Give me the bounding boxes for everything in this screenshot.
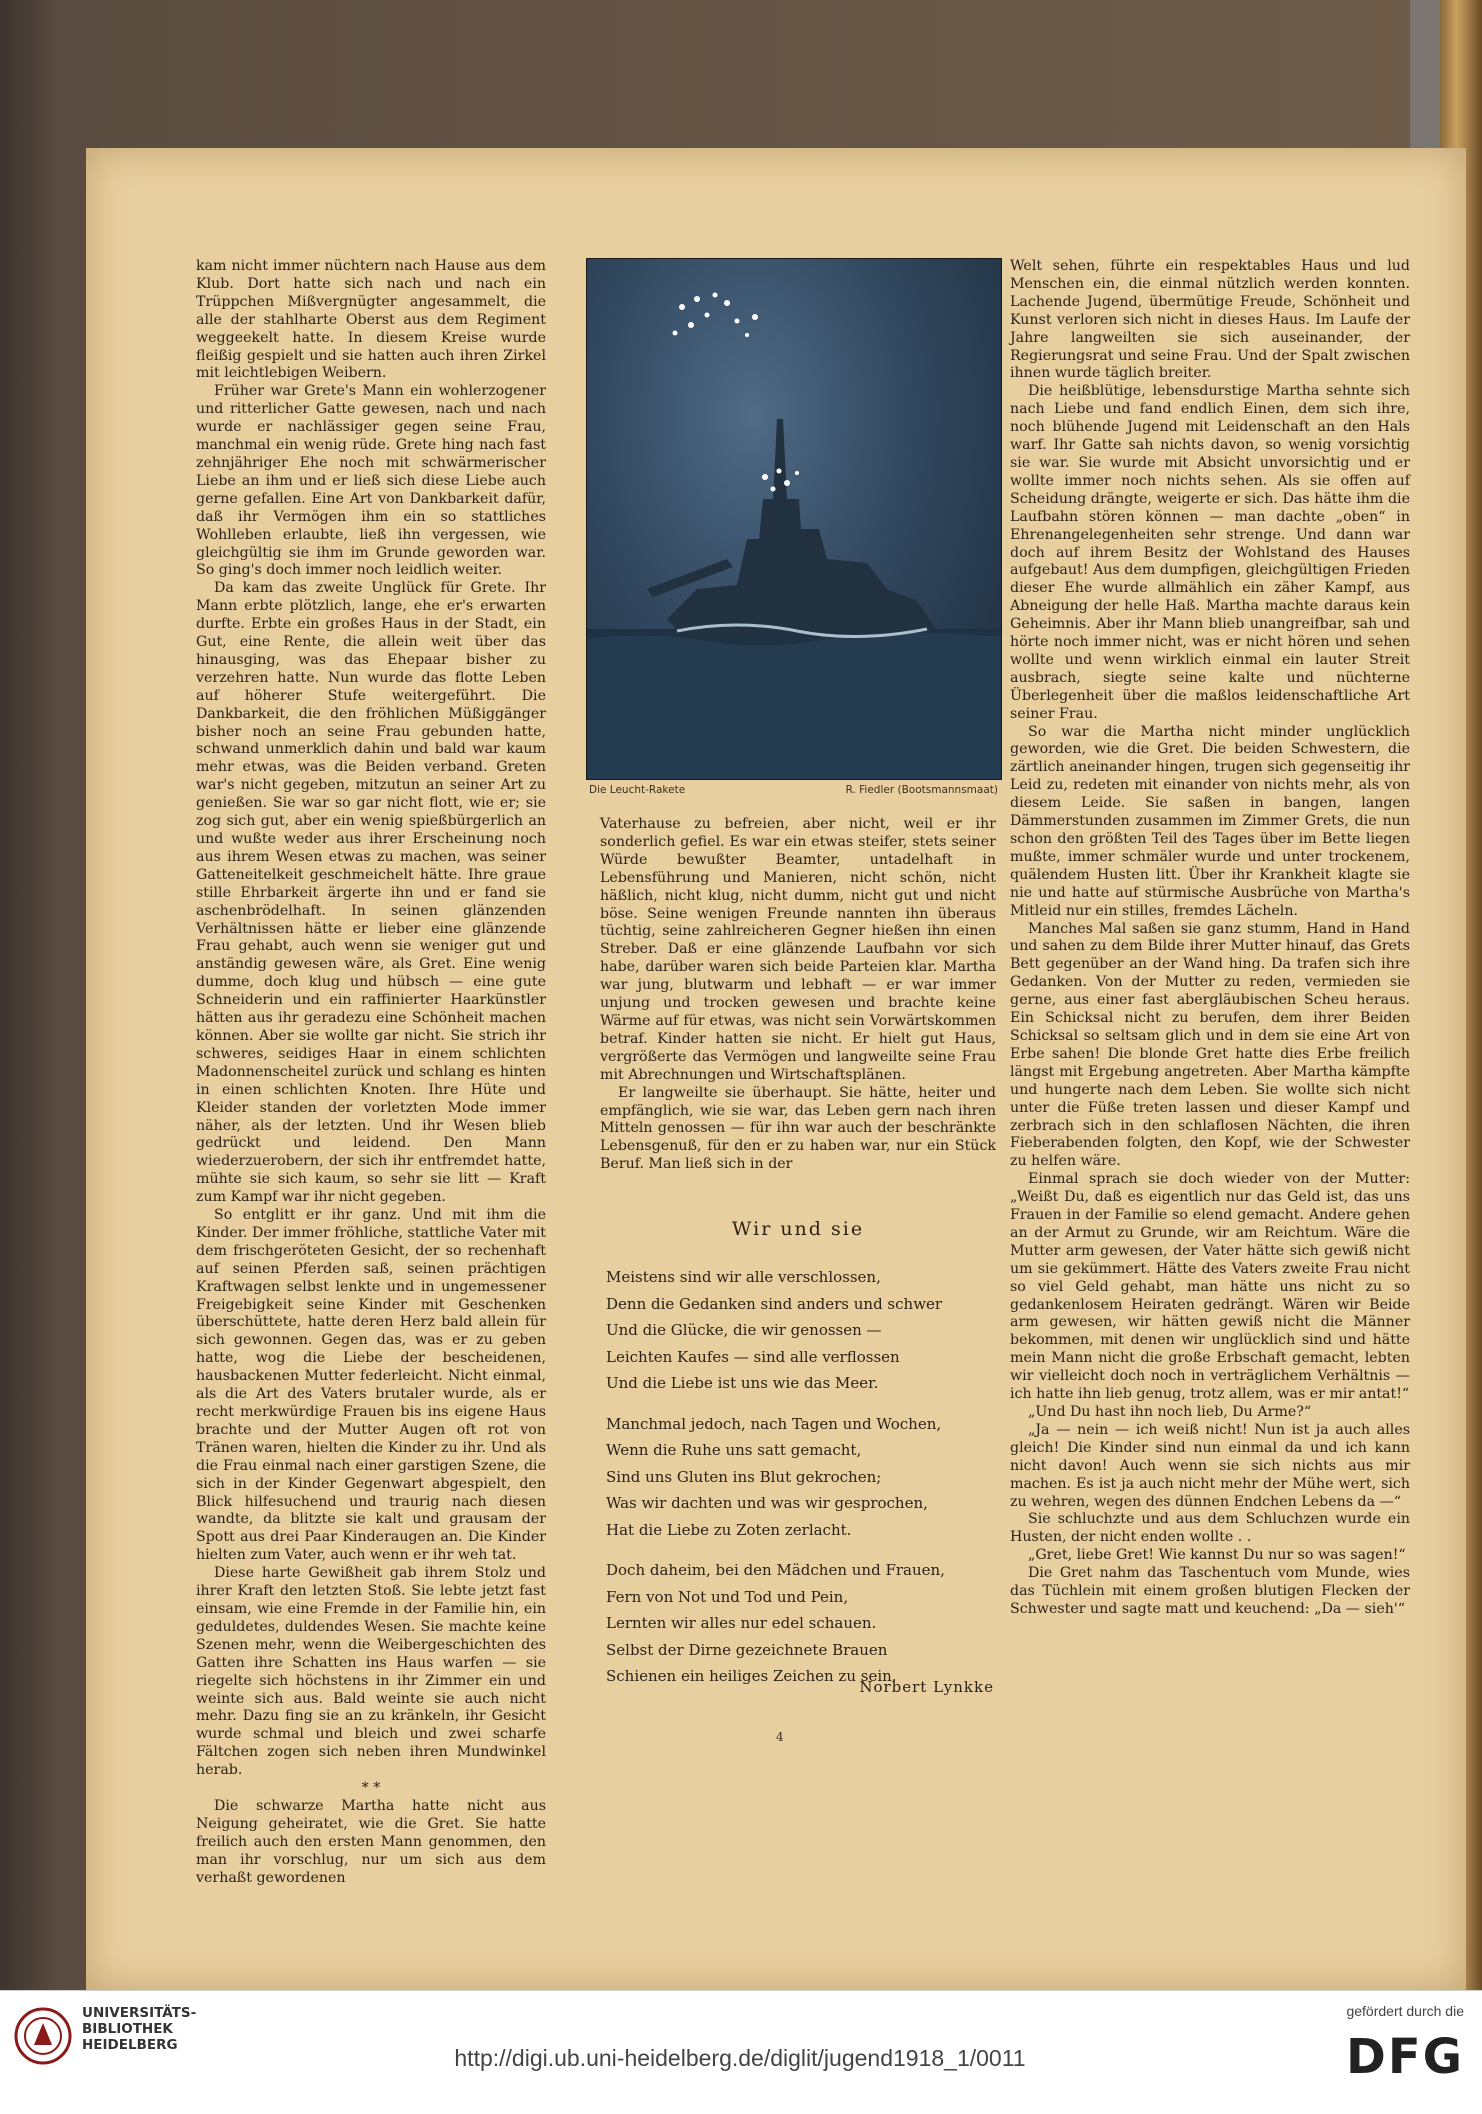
- poem-line: Hat die Liebe zu Zoten zerlacht.: [606, 1520, 852, 1539]
- library-name: [82, 2005, 196, 2053]
- poem-line: Selbst der Dirne gezeichnete Brauen: [606, 1640, 888, 1659]
- poem-line: Und die Glücke, die wir genossen —: [606, 1321, 882, 1339]
- poem: [606, 1264, 998, 1690]
- flare-star: [777, 469, 782, 474]
- paragraph: So war die Martha nicht minder unglücklich geworden, wie die Gret. Die beiden Schwestern, die zärtlich aneinander hingen, trugen sich gegenseitig ihr Leid zu, redeten mit einander von nichts mehr, als von diesem Leide. Sie saßen in bangen, langen Dämmerstunden zusammen im Zimmer Grets, die nun schon den größten Teil des Tages über im Bette liegen mußte, immer schmäler wurde und unter trockenem, quälendem Husten litt. Über ihr Krankheit klagte sie nie und hatte auf stürmische Ausbrüche von Martha's Mitleid nur ein stilles, fremdes Lächeln.: [1010, 723, 1410, 919]
- dfg-logo: DFG: [1345, 2029, 1464, 2085]
- university-seal-icon: [14, 2007, 72, 2065]
- paragraph: „Ja — nein — ich weiß nicht! Nun ist ja auch alles gleich! Die Kinder sind nun einmal da und ich kann nicht davon! Auch wenn sie sich nichts aus mir machen. Es ist ja auch nicht mehr der Mühe wert, sich zu wehren, wegen des dünnen Endchen Lebens da —“: [1010, 1421, 1410, 1510]
- flare-star: [795, 471, 799, 475]
- poem-line: Manchmal jedoch, nach Tagen und Wochen,: [606, 1414, 942, 1433]
- flare-star: [752, 314, 758, 320]
- paragraph: Die schwarze Martha hatte nicht aus Neigung geheiratet, wie die Gret. Sie hatte freilich auch den ersten Mann genommen, den man ihr vorschlug, nur um sich aus dem verhaßt gewordenen: [196, 1797, 546, 1886]
- poem-line: Schienen ein heiliges Zeichen zu sein.: [606, 1667, 897, 1685]
- funded-by-label: gefördert durch die: [1346, 2003, 1464, 2019]
- poem-line: Sind uns Gluten ins Blut gekrochen;: [606, 1467, 882, 1486]
- paragraph: Früher war Grete's Mann ein wohlerzogener und ritterlicher Gatte gewesen, nach und nach wurde er nachlässiger gegen seine Frau, manchmal ein wenig rüde. Grete hing nach fast zehnjähriger Ehe noch mit schwärmerischer Liebe an ihm und er ließ sich diese Liebe auch gerne gefallen. Eine Art von Dankbarkeit dafür, daß ihr Vermögen ihm ein so stattliches Wohlleben erlaubte, ließ ihn vergessen, wie gleichgültig sie ihm im Grunde geworden war. So ging's doch immer noch leidlich weiter.: [196, 383, 546, 579]
- flare-star: [713, 293, 718, 298]
- column-right: [1010, 258, 1410, 1938]
- paragraph: Sie schluchzte und aus dem Schluchzen wurde ein Husten, der nicht enden wollte . .: [1010, 1511, 1410, 1546]
- flare-star: [724, 300, 730, 306]
- flare-star: [735, 319, 740, 324]
- paragraph: „Und Du hast ihn noch lieb, Du Arme?“: [1028, 1404, 1312, 1420]
- paragraph: kam nicht immer nüchtern nach Hause aus dem Klub. Dort hatte sich nach und nach ein Trüppchen Mißvergnügter angesammelt, die alle der stahlharte Oberst aus dem Regiment weggeekelt hatte. In diesem Kreise wurde fleißig gespielt und sie hatten auch ihren Zirkel mit leichtlebigen Weibern.: [196, 258, 546, 382]
- column-middle: [600, 816, 996, 1173]
- illustration-drawing: [587, 259, 1001, 779]
- digitization-footer: [0, 1990, 1482, 2114]
- poem-line: Was wir dachten und was wir gesprochen,: [606, 1494, 928, 1512]
- paragraph: Diese harte Gewißheit gab ihrem Stolz und ihrer Kraft den letzten Stoß. Sie lebte jetzt fast einsam, wie eine Fremde in der Familie hin, ein geduldetes, duldendes Wesen. Sie machte keine Szenen mehr, wenn die Weibergeschichten des Gatten ihre Schatten ins Haus warfen — sie riegelte sich höchstens in ihr Zimmer ein und weinte sich aus. Bald weinte sie auch nicht mehr. Dazu fing sie an zu kränkeln, ihr Gesicht wurde schmal und bleich und zwei scharfe Fältchen zogen sich neben ihren Mundwinkel herab.: [196, 1565, 546, 1779]
- poem-line: Doch daheim, bei den Mädchen und Frauen,: [606, 1561, 945, 1579]
- poem-line: Leichten Kaufes — sind alle verflossen: [606, 1347, 900, 1366]
- paragraph: Welt sehen, führte ein respektables Haus und lud Menschen ein, die einmal nützlich werden konnten. Lachende Jugend, übermütige Freude, Schönheit und Kunst verloren sich nicht in dieses Haus. Im Laufe der Jahre langweilten sie sich auseinander, der Regierungsrat und seine Frau. Und der Spalt zwischen ihnen wurde täglich breiter.: [1010, 258, 1410, 382]
- flare-star: [694, 296, 700, 302]
- flare-star: [784, 480, 790, 486]
- paragraph: So entglitt er ihr ganz. Und mit ihm die Kinder. Der immer fröhliche, stattliche Vater mit dem frischgeröteten Gesicht, der so rechenhaft auf seinen Pferden saß, seinen prächtigen Kraftwagen selbst lenkte und in ungemessener Freigebigkeit seine Kinder mit Geschenken überschüttete, hatte deren Herz bald allein für sich gewonnen. Gegen das, was er zu geben hatte, wog die Liebe der bescheidenen, hausbackenen Mutter federleicht. Nicht einmal, als die Art des Vaters brutaler wurde, als er recht merkwürdige Frauen bis ins eigene Haus brachte und der Mutter Augen oft rot von Tränen waren, hielten die Kinder zu ihr. Und als die Frau einmal nach einer garstigen Szene, die sich in der Kinder Gegenwart abgespielt, den Blick hilfesuchend und traurig nach diesen wandte, da blitzte sie kalt und grausam der Spott aus drei Paar Kinderaugen an. Die Kinder hielten zum Vater, auch wenn er ihr weh tat.: [196, 1207, 546, 1564]
- poem-line: Fern von Not und Tod und Pein,: [606, 1587, 849, 1606]
- poem-line: Wenn die Ruhe uns satt gemacht,: [606, 1441, 862, 1459]
- paragraph: Vaterhause zu befreien, aber nicht, weil er ihr sonderlich gefiel. Es war ein etwas steifer, stets seiner Würde bewußter Beamter, untadelhaft in Lebensführung und Manieren, nicht schön, nicht häßlich, nicht klug, nicht dumm, nicht gut und nicht böse. Seine wenigen Freunde nannten ihn überaus tüchtig, seine zahlreicheren Gegner hießen ihn einen Streber. Daß er eine glänzende Laufbahn vor sich habe, darüber waren sich beide Parteien klar. Martha war jung, blutwarm und lebhaft — er war immer unjung und trocken gewesen und brachte keine Wärme auf für etwas, was nicht sein Vorwärtskommen betraf. Kinder hatten sie nicht. Er hielt gut Haus, vergrößerte das Vermögen und langweilte seine Frau mit Abrechnungen und Wirtschaftsplänen.: [600, 816, 996, 1083]
- paragraph: Er langweilte sie überhaupt. Sie hätte, heiter und empfänglich, wie sie war, das Leben gern nach ihren Mitteln genossen — für ihn war auch der beschränkte Lebensgenuß, für den er zu haben war, nur ein Stück Beruf. Man ließ sich in der: [600, 1084, 996, 1173]
- flare-star: [762, 474, 768, 480]
- flare-star: [705, 313, 710, 318]
- paragraph: Manches Mal saßen sie ganz stumm, Hand in Hand und sahen zu dem Bilde ihrer Mutter hinauf, das Grets Bett gegenüber an der Wand hing. Da trafen sich ihre Gedanken. Von der Mutter zu reden, vermieden sie gerne, aus einer fast abergläubischen Scheu heraus. Ein Schicksal nicht zu berufen, dem ihrer Beiden Schicksal so seltsam glich und in dem sie eine Art von Erbe sahen! Die blonde Gret hatte dies Erbe freilich längst mit Ergebung angetreten. Aber Martha kämpfte und hungerte nach dem Leben. Sie wollte sich nicht unter die Füße treten lassen und dieser Kampf und zerbrach sich in den schlaflosen Nächten, die ihren Fieberabenden folgten, den Kopf, wie der Schwester zu helfen wäre.: [1010, 920, 1410, 1170]
- library-line: BIBLIOTHEK: [82, 2021, 173, 2037]
- paragraph: Da kam das zweite Unglück für Grete. Ihr Mann erbte plötzlich, lange, ehe er's erwarten durfte. Erbte ein großes Haus in der Stadt, ein Gut, eine Rente, die allein weit über das hinausging, was das Ehepaar bisher zu verzehren hatte. Nun wurde das flotte Leben auf höherer Stufe weitergeführt. Die Dankbarkeit, die den fröhlichen Müßiggänger bisher noch an seine Frau gebunden hatte, schwand unmerklich dahin und bald war kaum mehr etwas, was die Beiden verband. Greten war's nicht gegeben, mitzutun an seiner Art zu genießen. Sie war so gar nicht flott, wie er; sie zog sich gut, aber ein wenig spießbürgerlich an und wußte weder aus ihrer Erscheinung noch aus ihrem Wesen etwas zu machen, was seiner Gatteneitelkeit geschmeichelt hätte. Ihre graue stille Ehrbarkeit ärgerte ihn und er fand sie aschenbrödelhaft. In seinen glänzenden Verhältnissen hätte er lieber eine glänzende Frau gehabt, auch wenn sie weniger gut und anständig gewesen wäre, als Gret. Eine wenig dumme, doch klug und hübsch — eine gute Schneiderin und ein raffinierter Haarkünstler hätten aus ihr geradezu eine Schönheit machen können. Aber sie wollte gar nicht. Sie strich ihr schweres, seidiges Haar in einem schlichten Madonnenscheitel zurück und schlang es hinten in einen schlichten Knoten. Ihre Hüte und Kleider standen der vorletzten Mode immer näher, als der letzten. Und ihr Wesen blieb gedrückt und leidend. Den Mann wiederzuerobern, der sich ihr entfremdet hatte, mühte sie sich kaum, so sehr sie litt — Kraft zum Kampf war ihr nicht gegeben.: [196, 580, 546, 1206]
- magazine-page: [86, 148, 1466, 1990]
- column-left: [196, 258, 546, 1938]
- flare-star: [745, 333, 749, 337]
- poem-line: Denn die Gedanken sind anders und schwer: [606, 1294, 943, 1313]
- poem-line: Meistens sind wir alle verschlossen,: [606, 1268, 881, 1286]
- sea-waves: [587, 632, 1001, 779]
- flare-star: [771, 487, 776, 492]
- poem-title: Wir und sie: [731, 1218, 865, 1240]
- flare-star: [679, 304, 685, 310]
- library-line: HEIDELBERG: [82, 2037, 178, 2053]
- page-number: 4: [776, 1730, 784, 1744]
- paragraph: „Gret, liebe Gret! Wie kannst Du nur so was sagen!“: [1028, 1547, 1406, 1564]
- poem-line: Lernten wir alles nur edel schauen.: [606, 1614, 877, 1632]
- paragraph: Die heißblütige, lebensdurstige Martha sehnte sich nach Liebe und fand endlich Einen, dem sich ihre, noch blühende Jugend mit Leidenschaft an den Hals warf. Ihr Gatte sah nichts davon, so wenig vorsichtig sie war. Sie wurde mit Absicht unvorsichtig und er wollte immer noch nichts sehen. Als sie offen auf Scheidung drängte, weigerte er sich. Das hätte ihm die Laufbahn stören können — man dachte „oben“ in Ehrenangelegenheiten sehr strenge. Und dann war doch auf ihrem Besitz der Wohlstand des Hauses aufgebaut! Aus dem dumpfigen, gleichgültigen Frieden dieser Ehe wurde allmählich ein zäher Kampf, aus Abneigung der helle Haß. Martha machte daraus kein Geheimnis. Aber ihr Mann blieb unangreifbar, sah und hörte noch immer nicht, was er nicht hören und sehen wollte und wenn wirklich einmal ein lauter Streit ausbrach, siegte seine kalte und nüchterne Überlegenheit über die maßlos leidenschaftliche Art seiner Frau.: [1010, 383, 1410, 722]
- battleship-silhouette: [667, 419, 937, 637]
- permalink[interactable]: http://digi.ub.uni-heidelberg.de/diglit/jugend1918_1/0011: [454, 2045, 1026, 2071]
- poem-author: Norbert Lynkke: [859, 1678, 994, 1696]
- flare-star: [688, 322, 694, 328]
- figure-caption: Die Leucht-Rakete: [589, 784, 686, 796]
- library-line: UNIVERSITÄTS-: [82, 2005, 197, 2021]
- illustration-battleship-flare: [586, 258, 1002, 780]
- flare-star: [673, 331, 678, 336]
- paragraph: Die Gret nahm das Taschentuch vom Munde, wies das Tüchlein mit einem großen blutigen Flecken der Schwester und sagte matt und keuchend: „Da — sieh'“: [1010, 1565, 1410, 1617]
- figure-credit: R. Fiedler (Bootsmannsmaat): [845, 784, 998, 796]
- paragraph: Einmal sprach sie doch wieder von der Mutter: „Weißt Du, daß es eigentlich nur das Geld ist, das uns Frauen in der Familie so elend gemacht. Andere gehen an der Armut zu Grunde, wir am Reichtum. Wäre die Mutter arm gewesen, der Vater hätte sich gewiß nicht um sie gekümmert. Hätte des Vaters zweite Frau nicht so viel Geld gehabt, man hätte uns nicht zu so gedankenlosem Heiraten gedrängt. Wären wir Beide arm gewesen, wir hätten gewiß nicht die Männer bekommen, mit denen wir unglücklich sind und hätte mein Mann nicht die große Erbschaft gemacht, lebten wir vielleicht doch noch in verträglichem Verhältnis — ich hatte ihn lieb genug, trotz allem, was er mir antat!“: [1010, 1171, 1410, 1403]
- section-break: * *: [361, 1780, 381, 1797]
- poem-line: Und die Liebe ist uns wie das Meer.: [606, 1374, 879, 1392]
